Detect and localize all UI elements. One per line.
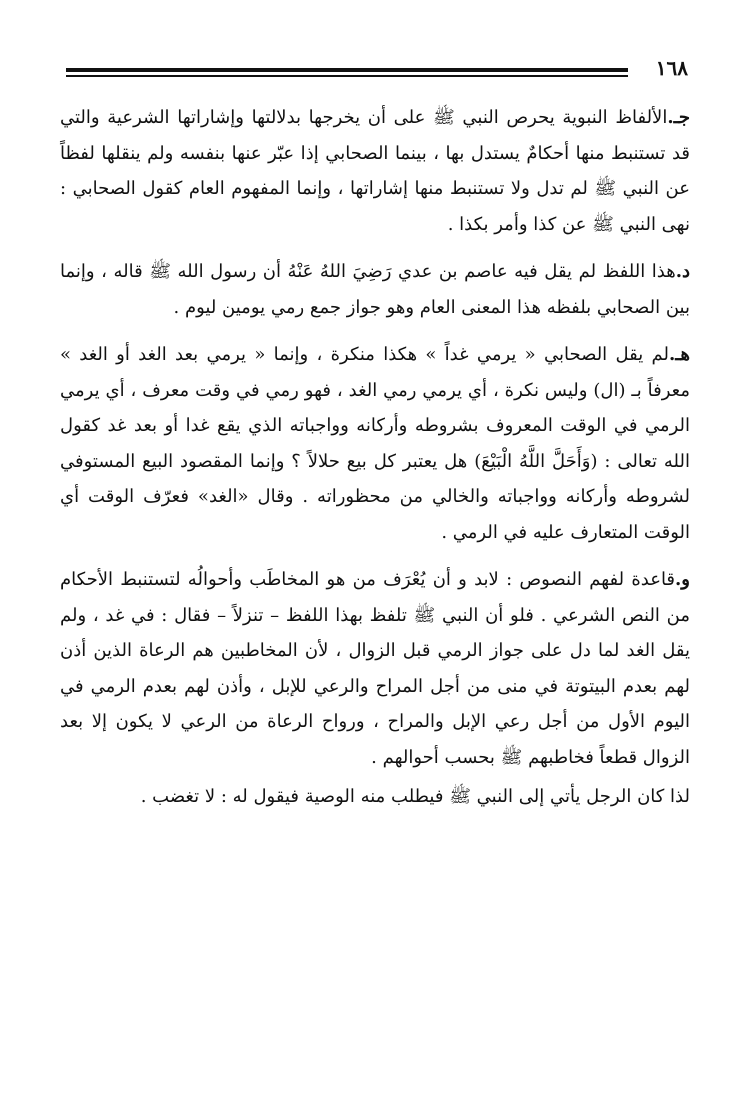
paragraph-marker: و. — [675, 569, 690, 590]
page-header — [66, 56, 688, 84]
paragraph-jim — [60, 100, 690, 242]
paragraph-text: لذا كان الرجل يأتي إلى النبي ﷺ فيطلب منه الوصية فيقول له : لا تغضب . — [140, 786, 690, 807]
paragraph-text: هذا اللفظ لم يقل فيه عاصم بن عدي رَضِيَ اللهُ عَنْهُ أن رسول الله ﷺ قاله ، وإنما بين الصحابي بلفظه هذا المعنى العام وهو جواز جمع رمي يومين ليوم . — [60, 261, 690, 318]
header-rule-thick — [66, 68, 628, 72]
paragraph-dal — [60, 254, 690, 325]
page-number: ١٦٨ — [652, 56, 688, 80]
paragraph-text: لم يقل الصحابي « يرمي غداً » هكذا منكرة ، وإنما « يرمي بعد الغد أو الغد » معرفاً بـ (ال) وليس نكرة ، أي يرمي رمي الغد ، فهو رمي في وقت معرف ، أي يرمي الرمي في الوقت المعروف بشروطه وأركانه وواجباته الذي يقع غدا أو بعد غد كقول الله تعالى : (وَأَحَلَّ اللَّهُ الْبَيْعَ) هل يعتبر كل بيع حلالاً ؟ وإنما المقصود البيع المستوفي لشروطه وأركانه وواجباته والخالي من محظوراته . وقال «الغد» فعرّف الوقت أي الوقت المتعارف عليه في الرمي . — [60, 344, 690, 543]
paragraph-waw — [60, 562, 690, 775]
header-rule-thin — [66, 75, 628, 77]
paragraph-text: قاعدة لفهم النصوص : لابد و أن يُعْرَف من هو المخاطَب وأحوالُه لتستنبط الأحكام من النص الشرعي . فلو أن النبي ﷺ تلفظ بهذا اللفظ – تنزلاً – فقال : في غد ، ولم يقل الغد لما دل على جواز الرمي قبل الزوال ، لأن المخاطبين هم الرعاة الذين أذن لهم بعدم البيتوتة في منى من أجل المراح والرعي للإبل ، وأذن لهم بعدم الرمي في اليوم الأول من أجل رعي الإبل والمراح ، ورواح الرعاة من الرعي لا يكون إلا بعد الزوال قطعاً فخاطبهم ﷺ بحسب أحوالهم . — [60, 569, 690, 768]
paragraph-ha — [60, 337, 690, 550]
paragraph-closing — [60, 779, 690, 815]
paragraph-marker: جـ. — [667, 107, 690, 128]
paragraph-marker: هـ. — [668, 344, 690, 365]
page-body — [60, 100, 690, 827]
paragraph-text: الألفاظ النبوية يحرص النبي ﷺ على أن يخرجها بدلالتها وإشاراتها الشرعية والتي قد تستنبط منها أحكامٌ يستدل بها ، بينما الصحابي إذا عبّر عنها بنفسه ولم ينقلها لفظاً عن النبي ﷺ لم تدل ولا تستنبط منها إشاراتها ، وإنما المفهوم العام كقول الصحابي : نهى النبي ﷺ عن كذا وأمر بكذا . — [60, 107, 690, 235]
paragraph-marker: د. — [675, 261, 690, 282]
